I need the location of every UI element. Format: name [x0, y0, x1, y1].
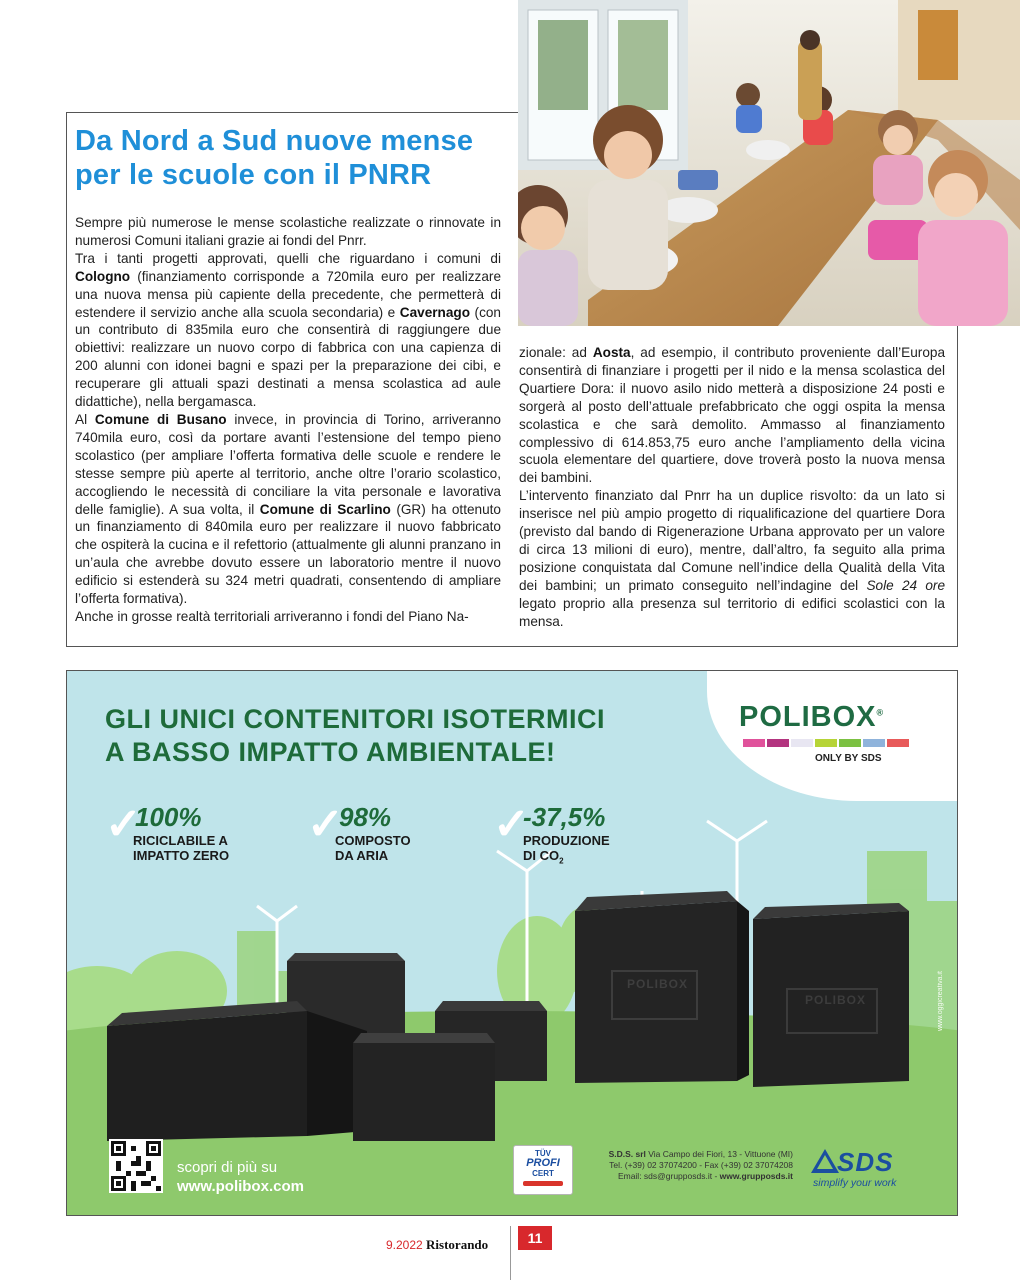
stat-label: PRODUZIONE — [523, 833, 610, 848]
sds-triangle-icon — [811, 1149, 839, 1175]
qr-code-icon — [111, 1141, 161, 1191]
text: Al — [75, 411, 95, 427]
footer-divider — [510, 1226, 511, 1280]
article-photo — [518, 0, 1020, 326]
company-name: S.D.S. srl — [608, 1149, 646, 1159]
text: Anche in grosse realtà territoriali arriveranno i fondi del Piano Na- — [75, 608, 469, 624]
website-link[interactable]: www.polibox.com — [177, 1178, 304, 1195]
paragraph — [519, 344, 945, 487]
children-canteen-photo — [518, 0, 1020, 326]
company-email: Email: sds@grupposds.it - — [617, 1171, 720, 1181]
side-credit: www.oggicreativa.it — [937, 971, 944, 1031]
text: zionale: ad — [519, 345, 593, 360]
cert-text: CERT — [532, 1169, 554, 1178]
stat-label-text: DI CO — [523, 848, 560, 863]
article-column-2 — [519, 344, 945, 631]
text: (finanziamento corrisponde a 720mila euro per realizzare una nuova mensa più capiente della precedente, che permetterà di estendere il servizio anche alla scuola secondaria) e — [75, 268, 501, 320]
headline-line2: A BASSO IMPATTO AMBIENTALE! — [105, 737, 556, 767]
text: legato proprio alla presenza sul territorio di edifici scolastici con la mensa. — [519, 595, 945, 629]
polibox-advertisement[interactable] — [66, 670, 958, 1216]
article-title — [75, 124, 515, 192]
subscript: 2 — [559, 856, 564, 866]
discover-more[interactable] — [177, 1158, 304, 1196]
company-info — [587, 1149, 793, 1182]
headline-line1: GLI UNICI CONTENITORI ISOTERMICI — [105, 704, 606, 734]
stat-label: RICICLABILE A — [133, 833, 228, 848]
text: (GR) ha ottenuto un finanziamento di 840mila euro per realizzare il nuovo fabbricato che ospiterà la cucina e il refettorio (attualmente gli alunni pranzano in un’aula che avrebbe dovuto essere un laboratorio mentre il nuovo edificio si estenderà su 324 metri quadrati, consentendo di ampliare l’offerta formativa). — [75, 501, 501, 607]
discover-text: scopri di più su — [177, 1159, 278, 1176]
company-address: Via Campo dei Fiori, 13 - Vittuone (MI) — [645, 1149, 793, 1159]
text: L’intervento finanziato dal Pnrr ha un duplice risvolto: da un lato si inserisce nel più ampio progetto di riqualificazione del quartiere Dora (previsto dal bando di Rigenerazione Urbana approvato per un valore di circa 13 milioni di euro), mentre, dall’altro, fa seguito alla prima posizione conquistata dal Comune nell’indice della Qualità della Vita dei bambini; un primato conseguito nell’indagine del — [519, 488, 945, 593]
box-embossed-label: POLIBOX — [627, 977, 689, 991]
box-embossed-label: POLIBOX — [805, 993, 867, 1007]
cert-stripe — [523, 1181, 563, 1186]
company-contact-line — [587, 1171, 793, 1182]
text: , ad esempio, il contributo proveniente dall’Europa consentirà di finanziare i progetti per il nido e la mensa scolastica del Quartiere Dora: il nuovo asilo nido metterà a disposizione 24 posti e sorgerà al posto dell’attuale prefabbricato che oggi ospita la mensa scolastica e che sarà demolito. Ammasso al finanziamento complessivo di 614.853,75 euro anche l’ampliamento della vicina scuola elementare del quartiere, dove troverà posto la nuova mensa dei bambini. — [519, 345, 946, 486]
magazine-name: Ristorando — [426, 1237, 489, 1252]
sds-name: SDS — [837, 1147, 894, 1177]
stat-label: DA ARIA — [335, 848, 389, 863]
company-phone: Tel. (+39) 02 37074200 - Fax (+39) 02 37074208 — [609, 1160, 793, 1170]
article-column-1 — [75, 214, 501, 626]
company-name-line — [587, 1149, 793, 1160]
product-containers — [67, 671, 958, 1216]
stat-value: -37,5% — [523, 802, 606, 832]
bold-text: Comune di Scarlino — [259, 501, 391, 517]
stat-value: 100% — [135, 802, 202, 832]
paragraph — [75, 608, 501, 626]
stat-value: 98% — [339, 802, 392, 832]
tuv-certification-badge — [513, 1145, 573, 1195]
text: Sempre più numerose le mense scolastiche realizzate o rinnovate in numerosi Comuni italiani grazie ai fondi del Pnrr. — [75, 215, 501, 248]
registered-mark: ® — [876, 707, 885, 718]
sds-tagline: simplify your work — [813, 1177, 897, 1189]
qr-code[interactable] — [109, 1139, 163, 1193]
brand-name: POLIBOX — [739, 701, 877, 733]
cert-text: PROFI — [526, 1157, 560, 1169]
paragraph — [519, 487, 945, 630]
page-number: 11 — [518, 1226, 552, 1250]
bold-text: Comune di Busano — [94, 411, 227, 427]
issue-info — [386, 1237, 488, 1253]
text: (con un contributo di 835mila euro che consentirà di raggiungere due obiettivi: realizzare un nuovo corpo di fabbrica con una capienza di 200 alunni con idonei bagni e spazi per la preparazione dei cibi, e recuperare gli attuali spazi destinati a mensa scolastica ad aule didattiche), nella bergamasca. — [75, 304, 501, 410]
paragraph — [75, 250, 501, 411]
checkmark-icon: ✓ — [307, 800, 344, 849]
container-small-front — [353, 1033, 495, 1141]
text: Tra i tanti progetti approvati, quelli che riguardano i comuni di — [75, 250, 501, 266]
paragraph — [75, 214, 501, 250]
stat-label: COMPOSTO — [335, 833, 411, 848]
italic-text: Sole 24 ore — [866, 577, 945, 593]
text: invece, in provincia di Torino, arriveranno 740mila euro, così da portare avanti l’estensione del tempo pieno scolastico (per ampliare l’offerta formativa delle scuole e rendere le stesse sempre più aperte al territorio, anche oltre l’orario scolastico, accogliendo le necessità di conciliare la vita personale e lavorativa delle famiglie). A sua volta, il — [75, 411, 501, 517]
container-large-left — [107, 1001, 367, 1141]
brand-subtitle: ONLY BY SDS — [815, 753, 882, 764]
bold-text: Cologno — [75, 268, 131, 284]
bold-text: Aosta — [592, 345, 631, 360]
issue-date: 9.2022 — [386, 1238, 423, 1252]
company-website[interactable]: www.grupposds.it — [719, 1171, 793, 1181]
stat-label: IMPATTO ZERO — [133, 848, 230, 863]
cert-text: TÜV — [535, 1149, 551, 1158]
checkmark-icon: ✓ — [493, 800, 530, 849]
checkmark-icon: ✓ — [105, 800, 142, 849]
paragraph — [75, 411, 501, 608]
bold-text: Cavernago — [399, 304, 471, 320]
article-title-line2: per le scuole con il PNRR — [75, 159, 432, 191]
article-title-line1: Da Nord a Sud nuove mense — [75, 125, 474, 157]
